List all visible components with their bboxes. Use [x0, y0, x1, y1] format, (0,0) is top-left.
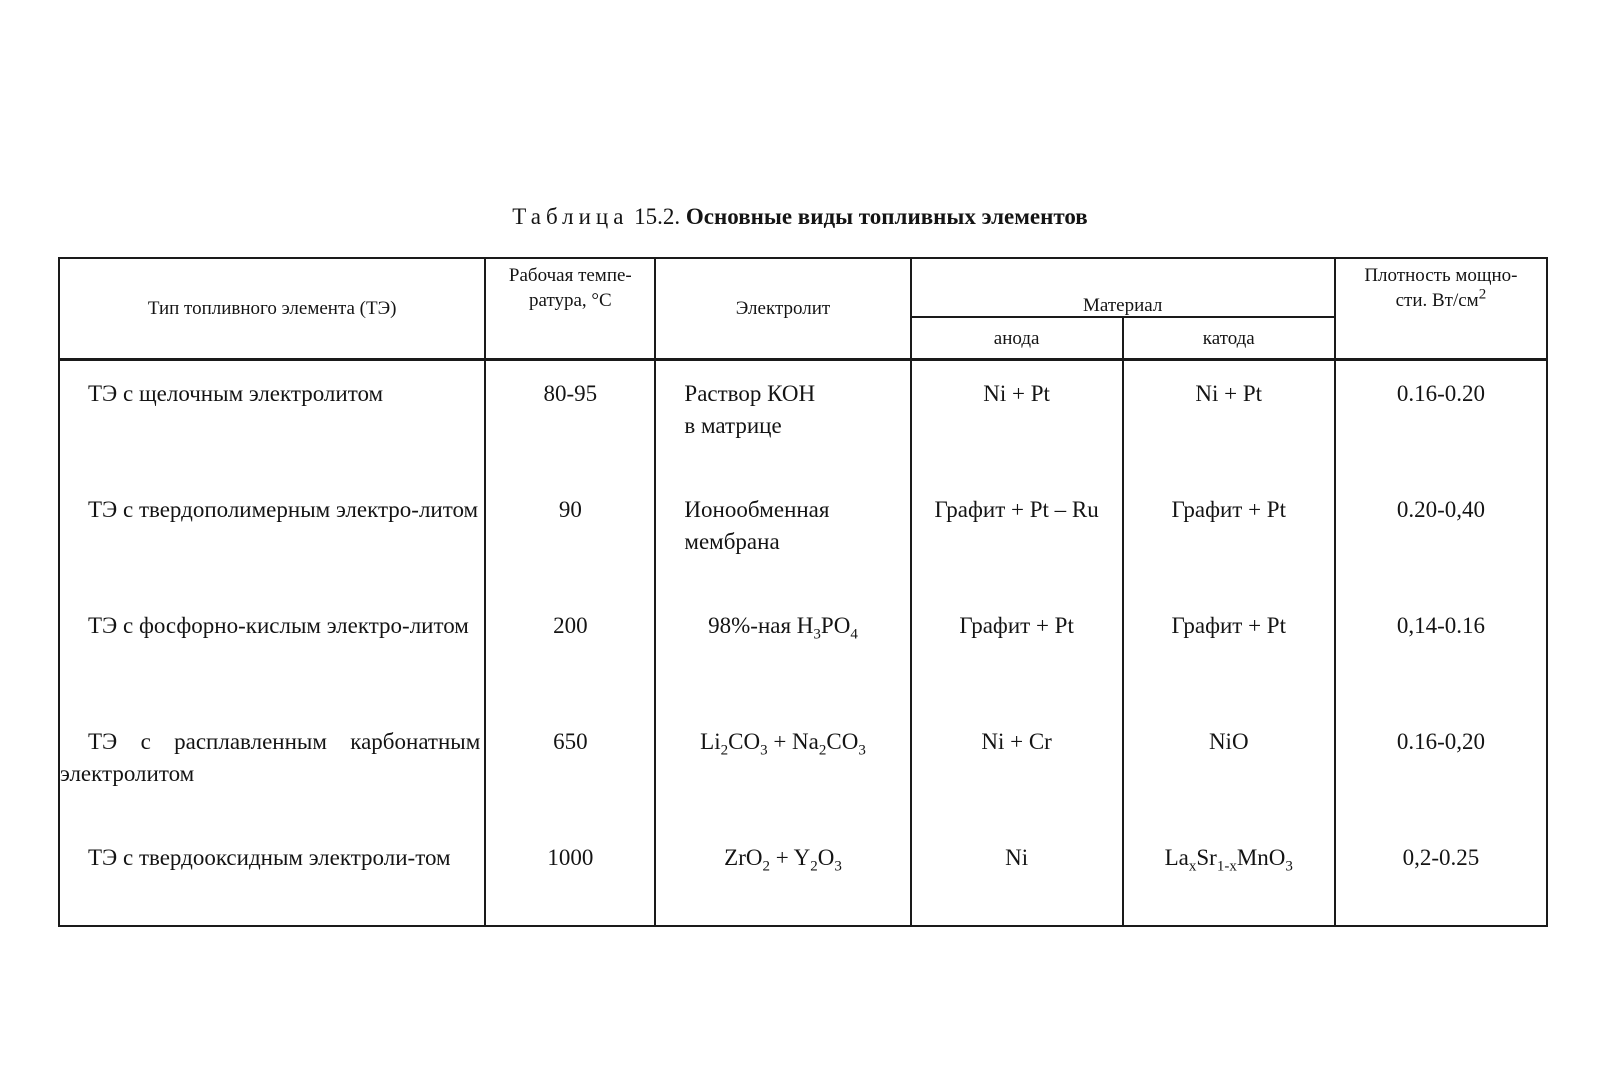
cell-electrolyte: Ионообменная мембрана [655, 477, 910, 593]
header-type: Тип топливного элемента (ТЭ) [59, 258, 485, 360]
cell-anode: Ni + Pt [911, 360, 1123, 478]
cell-temperature: 1000 [485, 825, 655, 926]
cell-cathode: Ni + Pt [1123, 360, 1335, 478]
cell-type: ТЭ с твердооксидным электроли-том [59, 825, 485, 926]
cell-power-density: 0,14-0.16 [1335, 593, 1547, 709]
header-temperature-line1: Рабочая темпе- [508, 265, 632, 286]
header-cathode: катода [1123, 317, 1335, 360]
cell-electrolyte: $Li_2CO_3 + Na_2CO_3$ [655, 709, 910, 825]
table-row [59, 477, 1547, 593]
header-temperature-line2: ратура, °С [529, 290, 612, 311]
table-row [59, 593, 1547, 709]
header-anode: анода [911, 317, 1123, 360]
cell-power-density: 0,2-0.25 [1335, 825, 1547, 926]
cell-type: ТЭ с расплавленным карбонатным электролитом [59, 709, 485, 825]
header-power-sup: 2 [1478, 286, 1487, 303]
header-temperature [485, 258, 655, 360]
header-power-line2: сти. Вт/см [1395, 290, 1479, 311]
cell-anode: Ni + Cr [911, 709, 1123, 825]
caption-number: 15.2. [634, 204, 681, 229]
fuel-cell-table [58, 257, 1548, 927]
cell-temperature: 90 [485, 477, 655, 593]
table-row [59, 709, 1547, 825]
cell-cathode: $La_xSr_{1-x}MnO_3$ [1123, 825, 1335, 926]
cell-temperature: 200 [485, 593, 655, 709]
table-caption [0, 204, 1600, 230]
cell-electrolyte: Раствор КОН в матрице [655, 360, 910, 478]
cell-anode: Ni [911, 825, 1123, 926]
cell-cathode: Графит + Pt [1123, 477, 1335, 593]
cell-cathode: NiO [1123, 709, 1335, 825]
header-power-line1: Плотность мощно- [1364, 265, 1518, 286]
caption-title: Основные виды топливных элементов [685, 204, 1088, 229]
cell-cathode: Графит + Pt [1123, 593, 1335, 709]
table-row [59, 360, 1547, 478]
cell-power-density: 0.16-0,20 [1335, 709, 1547, 825]
cell-electrolyte: $ZrO_2 + Y_2O_3$ [655, 825, 910, 926]
caption-label: Таблица [512, 204, 629, 229]
header-power-density [1335, 258, 1547, 360]
header-electrolyte: Электролит [655, 258, 910, 360]
cell-type: ТЭ с фосфорно-кислым электро-литом [59, 593, 485, 709]
cell-power-density: 0.20-0,40 [1335, 477, 1547, 593]
table-row [59, 825, 1547, 926]
cell-anode: Графит + Pt – Ru [911, 477, 1123, 593]
cell-anode: Графит + Pt [911, 593, 1123, 709]
cell-power-density: 0.16-0.20 [1335, 360, 1547, 478]
cell-temperature: 650 [485, 709, 655, 825]
cell-type: ТЭ с щелочным электролитом [59, 360, 485, 478]
cell-type: ТЭ с твердополимерным электро-литом [59, 477, 485, 593]
cell-electrolyte: 98%-ная $H_3PO_4$ [655, 593, 910, 709]
cell-temperature: 80-95 [485, 360, 655, 478]
header-material: Материал [911, 258, 1335, 317]
